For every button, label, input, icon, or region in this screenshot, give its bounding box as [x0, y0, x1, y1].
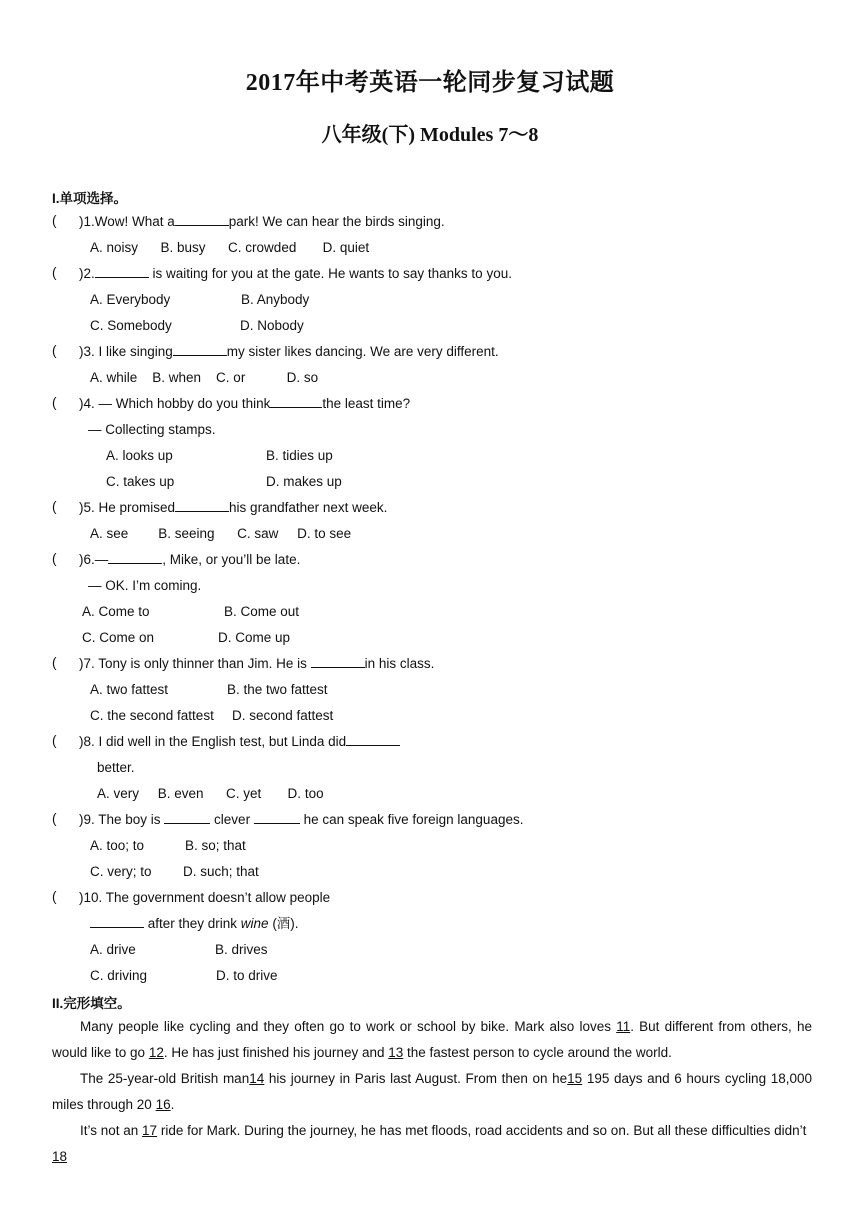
question-5-options: A. see B. seeing C. saw D. to see	[90, 526, 352, 541]
option-d: D. to drive	[216, 968, 278, 983]
cloze-blank-18: 18	[52, 1149, 68, 1164]
question-1: )1.Wow! What a park! We can hear the birds singing.	[79, 214, 445, 229]
option-a: A. Everybody	[90, 292, 171, 307]
document-title: 2017年中考英语一轮同步复习试题	[245, 70, 615, 96]
section-heading-cloze: II.完形填空。	[52, 996, 131, 1011]
cloze-paragraph-2: The 25-year-old British man14 his journey in Paris last August. From then on he15 195 days and 6 hours cycling 18,000 miles through 20 16.	[52, 1071, 812, 1112]
document-subtitle: 八年级(下) Modules 7～8	[321, 124, 539, 146]
option-b: B. tidies up	[266, 448, 333, 463]
answer-paren: (	[52, 343, 57, 358]
answer-paren: (	[52, 655, 57, 670]
question-2: )2. is waiting for you at the gate. He wants to say thanks to you.	[79, 266, 512, 281]
cloze-blank-11: 11	[616, 1019, 631, 1034]
option-d: D. such; that	[183, 864, 259, 879]
answer-paren: (	[52, 733, 57, 748]
answer-paren: (	[52, 811, 57, 826]
option-d: D. Come up	[218, 630, 291, 645]
option-c: C. very; to	[90, 864, 152, 879]
answer-paren: (	[52, 395, 57, 410]
section-heading-single-choice: I.单项选择。	[52, 191, 128, 206]
answer-paren: (	[52, 213, 57, 228]
answer-paren: (	[52, 499, 57, 514]
question-6-reply: — OK. I’m coming.	[88, 578, 202, 593]
question-1-options: A. noisy B. busy C. crowded D. quiet	[90, 240, 370, 255]
option-d: D. makes up	[266, 474, 342, 489]
question-4: )4. — Which hobby do you think the least time?	[79, 396, 411, 411]
question-4-reply: — Collecting stamps.	[88, 422, 216, 437]
question-7: )7. Tony is only thinner than Jim. He is in his class.	[79, 656, 435, 671]
cloze-paragraph-3: It’s not an 17 ride for Mark. During the journey, he has met floods, road accidents and so on. But all these difficulties didn’t 18	[52, 1123, 807, 1164]
answer-paren: (	[52, 889, 57, 904]
option-a: A. too; to	[90, 838, 145, 853]
option-b: B. drives	[215, 942, 268, 957]
answer-paren: (	[52, 265, 57, 280]
cloze-paragraph-1: Many people like cycling and they often go to work or school by bike. Mark also loves 11. But different from others, he would like to go 12. He has just finished his journey and 13 the fastest person to cycle around the world.	[52, 1019, 812, 1060]
question-10-continuation: after they drink wine (酒).	[90, 915, 299, 933]
question-8-options: A. very B. even C. yet D. too	[97, 786, 324, 801]
option-c: C. driving	[90, 968, 148, 983]
option-b: B. Come out	[224, 604, 300, 619]
option-a: A. drive	[90, 942, 136, 957]
question-5: )5. He promised his grandfather next week.	[79, 500, 388, 515]
cloze-blank-17: 17	[142, 1123, 158, 1138]
option-c: C. Somebody	[90, 318, 172, 333]
question-3-options: A. while B. when C. or D. so	[90, 370, 319, 385]
question-6: )6.— , Mike, or you’ll be late.	[79, 552, 301, 567]
option-a: A. Come to	[82, 604, 150, 619]
cloze-blank-14: 14	[249, 1071, 265, 1086]
option-c: C. the second fattest	[90, 708, 214, 723]
option-a: A. two fattest	[90, 682, 169, 697]
option-d: D. second fattest	[232, 708, 334, 723]
option-a: A. looks up	[106, 448, 173, 463]
cloze-blank-15: 15	[567, 1071, 583, 1086]
option-b: B. Anybody	[241, 292, 310, 307]
option-c: C. Come on	[82, 630, 155, 645]
cloze-blank-13: 13	[388, 1045, 404, 1060]
answer-paren: (	[52, 551, 57, 566]
cloze-blank-12: 12	[148, 1045, 164, 1060]
option-d: D. Nobody	[240, 318, 304, 333]
question-10: )10. The government doesn’t allow people	[79, 890, 331, 905]
question-8: )8. I did well in the English test, but Linda did	[79, 733, 400, 751]
option-b: B. so; that	[185, 838, 246, 853]
option-c: C. takes up	[106, 474, 175, 489]
question-3: )3. I like singing my sister likes dancing. We are very different.	[79, 344, 499, 359]
question-8-continuation: better.	[97, 760, 135, 775]
cloze-blank-16: 16	[155, 1097, 171, 1112]
option-b: B. the two fattest	[227, 682, 328, 697]
question-9: )9. The boy is clever he can speak five foreign languages.	[79, 812, 524, 827]
